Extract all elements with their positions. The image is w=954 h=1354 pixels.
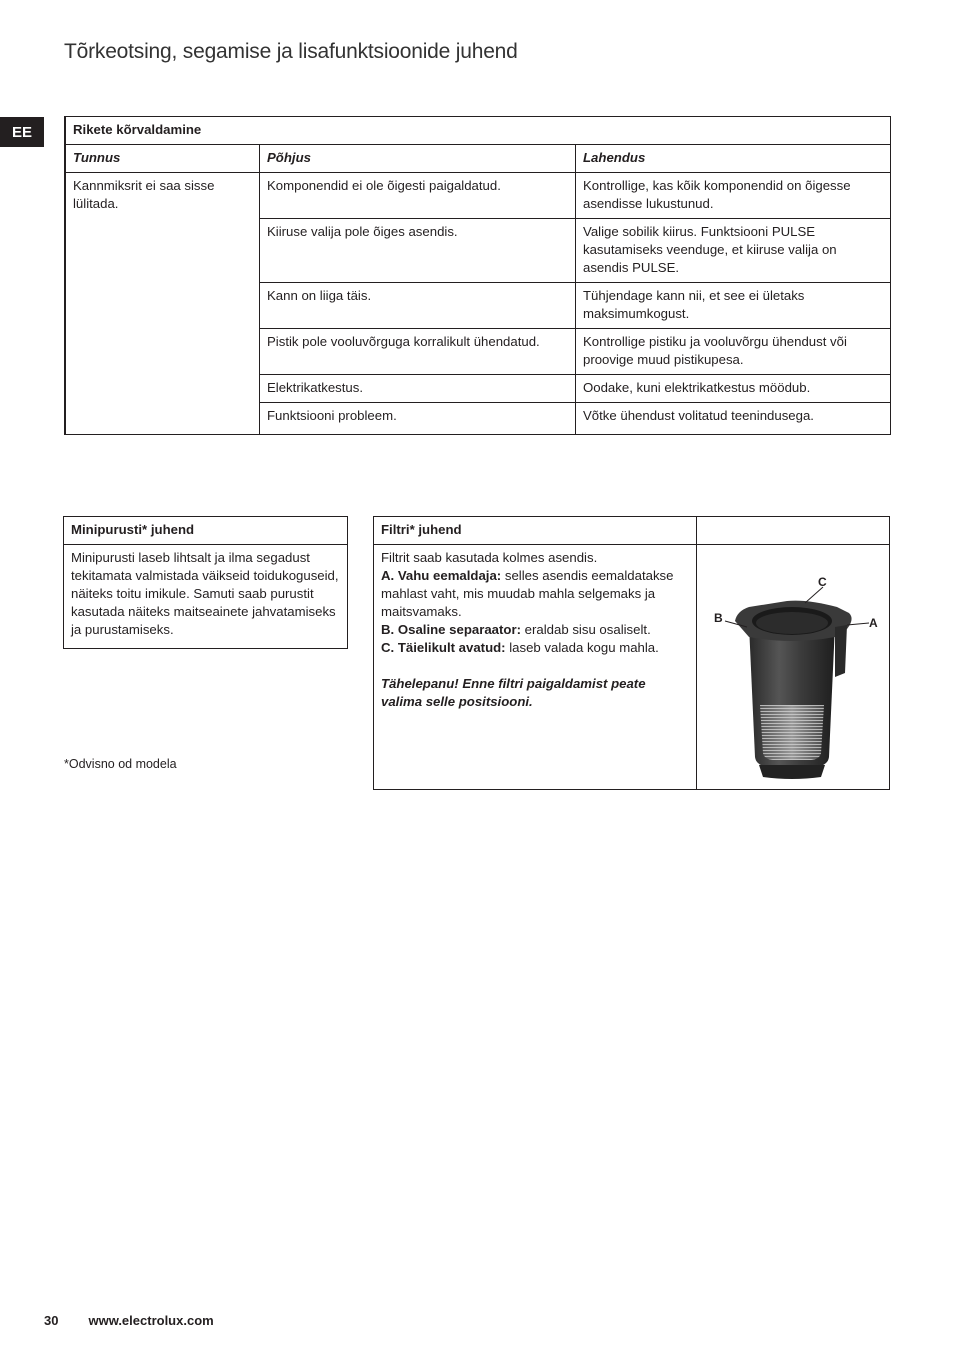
page-title: Tõrkeotsing, segamise ja lisafunktsioonide juhend xyxy=(64,40,518,63)
filter-item-label: C. Täielikult avatud: xyxy=(381,640,506,655)
filter-header-empty xyxy=(697,517,890,545)
filter-item-label: B. Osaline separaator: xyxy=(381,622,521,637)
solution-cell: Tühjendage kann nii, et see ei ületaks maksimumkogust. xyxy=(576,283,891,329)
filter-text-cell xyxy=(374,545,697,790)
cause-cell: Elektrikatkestus. xyxy=(260,375,576,403)
language-tab: EE xyxy=(0,117,44,147)
filter-item-label: A. Vahu eemaldaja: xyxy=(381,568,502,583)
filter-item-text: selles asendis eemaldatakse mahlast vaht, mis muudab mahla selgemaks ja maitsvamaks. xyxy=(381,568,674,619)
table-header-row xyxy=(65,145,891,173)
symptom-cell: Kannmiksrit ei saa sisse lülitada. xyxy=(65,173,260,435)
solution-cell: Kontrollige, kas kõik komponendid on õigesse asendisse lukustunud. xyxy=(576,173,891,219)
label-c: C xyxy=(818,575,827,589)
solution-cell: Võtke ühendust volitatud teenindusega. xyxy=(576,403,891,435)
label-a: A xyxy=(869,616,878,630)
cause-cell: Pistik pole vooluvõrguga korralikult ühendatud. xyxy=(260,329,576,375)
filter-illustration xyxy=(697,545,889,789)
table-row xyxy=(65,173,891,219)
solution-cell: Oodake, kuni elektrikatkestus möödub. xyxy=(576,375,891,403)
column-header-solution: Lahendus xyxy=(576,145,891,173)
troubleshooting-table xyxy=(64,116,891,435)
solution-cell: Kontrollige pistiku ja vooluvõrgu ühendust või proovige muud pistikupesa. xyxy=(576,329,891,375)
solution-cell: Valige sobilik kiirus. Funktsiooni PULSE kasutamiseks veenduge, et kiiruse valija on asendis PULSE. xyxy=(576,219,891,283)
mini-chopper-header: Minipurusti* juhend xyxy=(64,517,348,545)
label-b: B xyxy=(714,611,723,625)
table-caption: Rikete kõrvaldamine xyxy=(65,117,891,145)
page-footer xyxy=(44,1313,214,1328)
mini-chopper-table xyxy=(63,516,348,649)
filter-note: Tähelepanu! Enne filtri paigaldamist peate valima selle positsiooni. xyxy=(381,676,646,709)
column-header-symptom: Tunnus xyxy=(65,145,260,173)
filter-item-text: eraldab sisu osaliselt. xyxy=(521,622,651,637)
filter-intro: Filtrit saab kasutada kolmes asendis. xyxy=(381,550,598,565)
filter-image-cell xyxy=(697,545,890,790)
filter-header: Filtri* juhend xyxy=(374,517,697,545)
mini-chopper-body: Minipurusti laseb lihtsalt ja ilma segadust tekitamata valmistada väikseid toidukoguseid, näiteks toitu imikule. Samuti saab purustit kasutada näiteks maitseainete jahvatamiseks ja purustamiseks. xyxy=(64,545,348,649)
filter-table xyxy=(373,516,890,790)
website-link[interactable]: www.electrolux.com xyxy=(88,1313,214,1328)
filter-item-a xyxy=(381,567,689,621)
filter-item-c xyxy=(381,639,689,657)
cause-cell: Komponendid ei ole õigesti paigaldatud. xyxy=(260,173,576,219)
column-header-cause: Põhjus xyxy=(260,145,576,173)
cause-cell: Kiiruse valija pole õiges asendis. xyxy=(260,219,576,283)
filter-item-b xyxy=(381,621,689,639)
footnote: *Odvisno od modela xyxy=(64,757,177,771)
cause-cell: Kann on liiga täis. xyxy=(260,283,576,329)
table-caption-row xyxy=(65,117,891,145)
filter-item-text: laseb valada kogu mahla. xyxy=(505,640,659,655)
page-number: 30 xyxy=(44,1313,59,1328)
cause-cell: Funktsiooni probleem. xyxy=(260,403,576,435)
